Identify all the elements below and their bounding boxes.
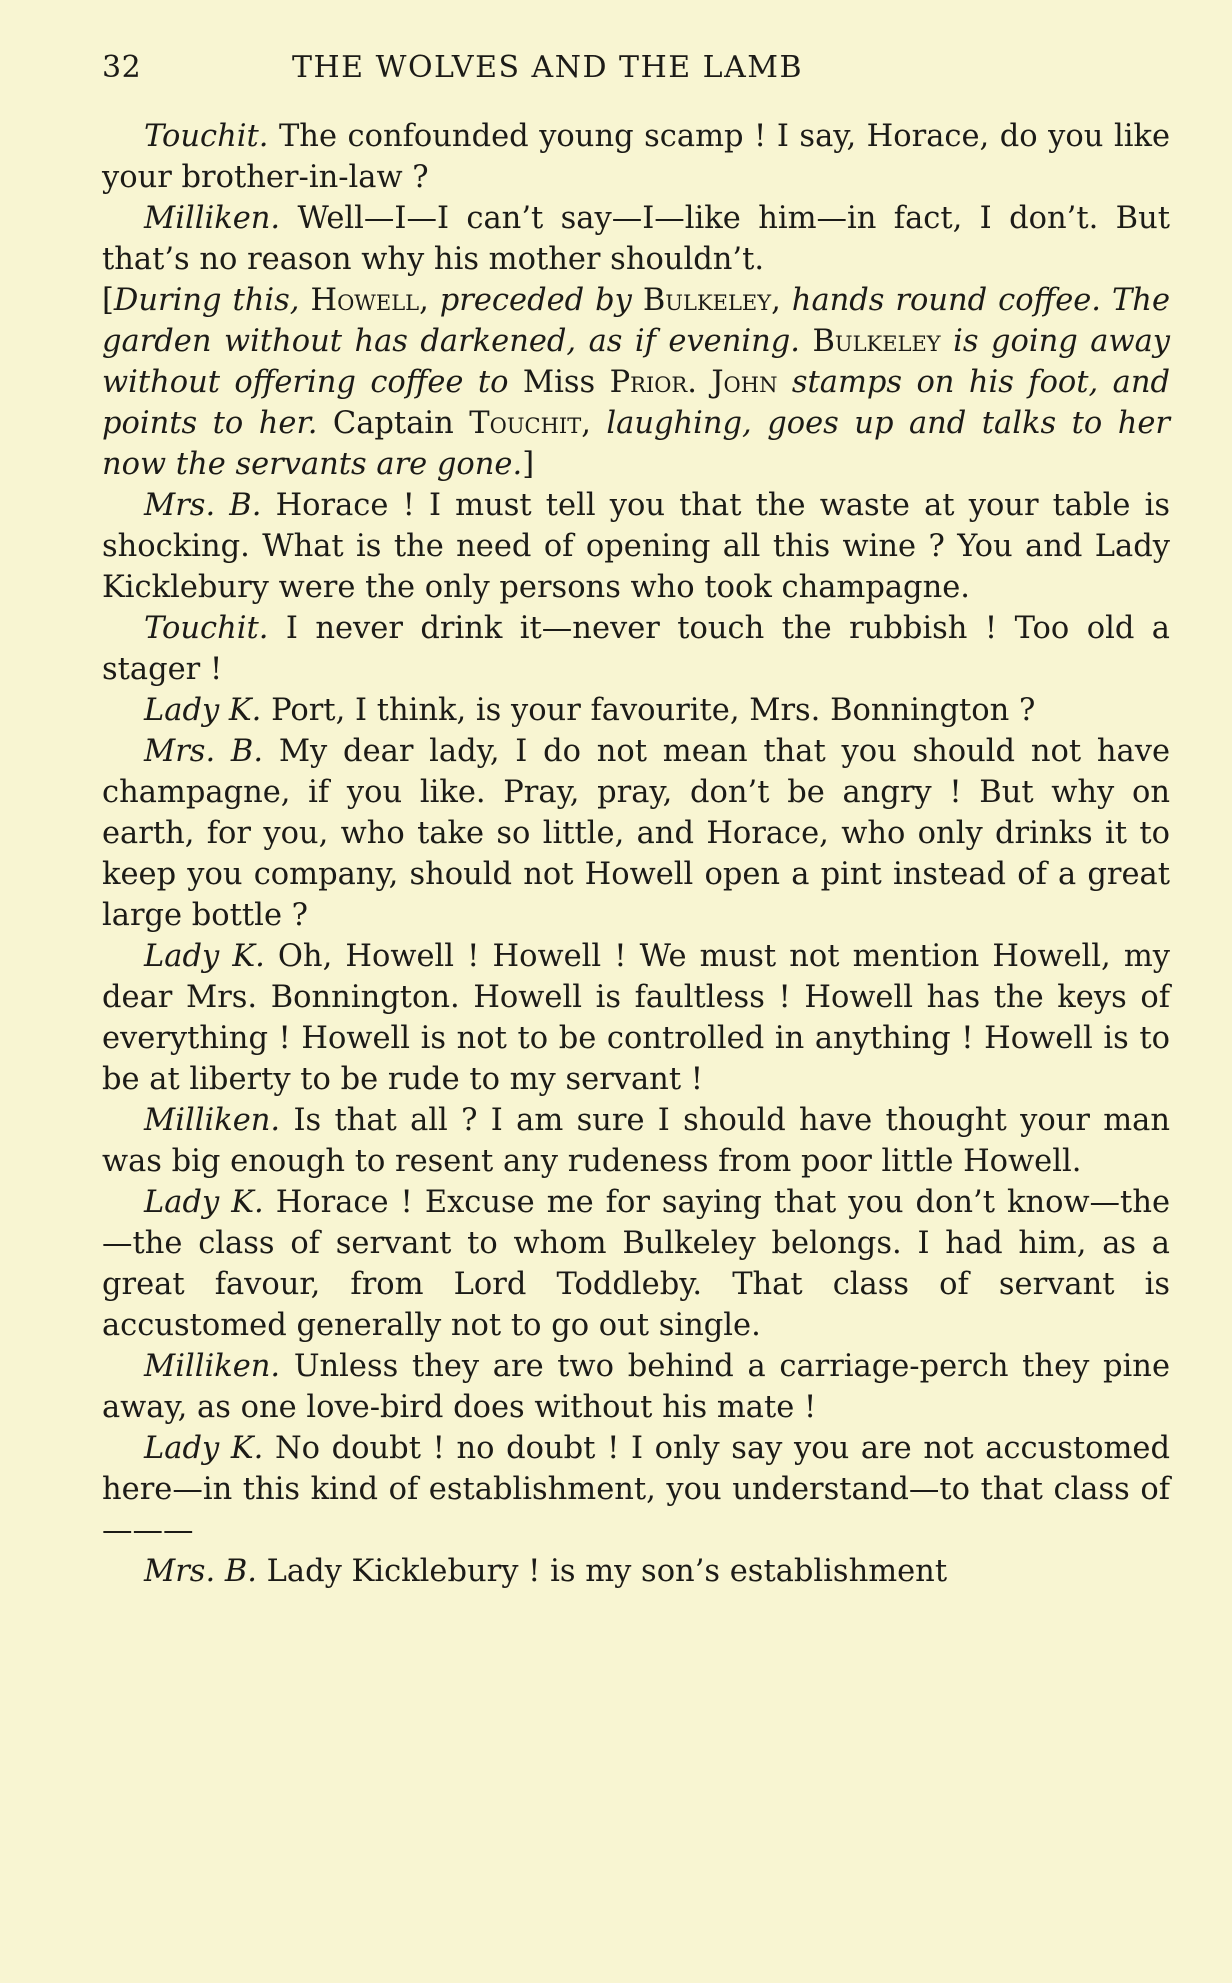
speaker-name: Lady K. (144, 693, 262, 728)
dialogue-paragraph (102, 690, 1170, 731)
stage-direction (102, 280, 1170, 485)
dialogue-paragraph (102, 485, 1170, 608)
stage-bracket-close: ] (522, 447, 535, 482)
dialogue-paragraph (102, 1551, 1170, 1592)
dialogue-text: My dear lady, I do not mean that you should not have champagne, if you like. Pray, pray, don’t be angry ! But why on earth, for you, who take so little, and Horace, who only drinks it to keep you company, should not Howell open a pint instead of a great large bottle ? (102, 734, 1170, 933)
speaker-name: Milliken. (144, 1103, 281, 1138)
character-name: Prior. (609, 365, 697, 400)
title-word: Miss (522, 365, 596, 400)
dialogue-text: Unless they are two behind a carriage-perch they pine away, as one love-bird does without his mate ! (102, 1349, 1170, 1425)
title-word: Captain (332, 406, 454, 441)
dialogue-paragraph (102, 608, 1170, 690)
book-page (102, 50, 1170, 1592)
dialogue-paragraph (102, 1428, 1170, 1551)
stage-text: hands round coffee. The garden without has darkened, as if evening. (102, 283, 1171, 359)
dialogue-text: Lady Kicklebury ! is my son’s establishment (266, 1554, 948, 1589)
page-number: 32 (102, 50, 142, 85)
dialogue-text: I never drink it—never touch the rubbish ! Too old a stager ! (102, 611, 1170, 687)
stage-text: stamps on his foot, and points to her. (102, 365, 1170, 441)
stage-bracket-open: [ (102, 283, 114, 318)
dialogue-paragraph (102, 731, 1170, 936)
speaker-name: Mrs. B. (144, 734, 264, 769)
running-title: THE WOLVES AND THE LAMB (292, 50, 804, 85)
dialogue-paragraph (102, 198, 1170, 280)
dialogue-paragraph (102, 1346, 1170, 1428)
stage-text: laughing, goes up and talks to her now the servants are gone. (102, 406, 1170, 482)
speaker-name: Touchit. (144, 611, 269, 646)
character-name: Bulkeley, (642, 283, 781, 318)
dialogue-paragraph (102, 116, 1170, 198)
dialogue-text: Well—I—I can’t say—I—like him—in fact, I don’t. But that’s no reason why his mother shouldn’t. (102, 201, 1170, 277)
character-name: Bulkeley (812, 324, 941, 359)
speaker-name: Lady K. (144, 939, 265, 974)
speaker-name: Mrs. B. (144, 488, 262, 523)
speaker-name: Mrs. B. (144, 1554, 257, 1589)
speaker-name: Lady K. (144, 1185, 264, 1220)
dialogue-text: Oh, Howell ! Howell ! We must not mention Howell, my dear Mrs. Bonnington. Howell is faultless ! Howell has the keys of everything ! Howell is not to be controlled in anything ! Howell is to be at liberty to be rude to my servant ! (102, 939, 1170, 1097)
speaker-name: Milliken. (144, 1349, 281, 1384)
dialogue-text: The confounded young scamp ! I say, Horace, do you like your brother-in-law ? (102, 119, 1171, 195)
stage-text: is going away without offering coffee to (102, 324, 1170, 400)
speaker-name: Touchit. (144, 119, 269, 154)
dialogue-text: Horace ! I must tell you that the waste at your table is shocking. What is the need of opening all this wine ? You and Lady Kicklebury were the only persons who took champagne. (102, 488, 1171, 605)
dialogue-paragraph (102, 936, 1170, 1100)
page-body (102, 116, 1170, 1592)
dialogue-text: Is that all ? I am sure I should have thought your man was big enough to resent any rudeness from poor little Howell. (102, 1103, 1171, 1179)
stage-text: During this, (113, 283, 300, 318)
dialogue-text: Port, I think, is your favourite, Mrs. Bonnington ? (271, 693, 1036, 728)
character-name: John (711, 365, 778, 400)
character-name: Howell, (310, 283, 429, 318)
dialogue-paragraph (102, 1100, 1170, 1182)
character-name: Touchit, (469, 406, 591, 441)
page-header (102, 50, 1170, 94)
dialogue-text: No doubt ! no doubt ! I only say you are not accustomed here—in this kind of establishment, you understand—to that class of——— (102, 1431, 1170, 1548)
speaker-name: Milliken. (144, 201, 281, 236)
dialogue-text: Horace ! Excuse me for saying that you don’t know—the—the class of servant to whom Bulkeley belongs. I had him, as a great favour, from Lord Toddleby. That class of servant is accustomed generally not to go out single. (102, 1185, 1171, 1343)
speaker-name: Lady K. (144, 1431, 264, 1466)
dialogue-paragraph (102, 1182, 1170, 1346)
stage-text: preceded by (439, 283, 632, 318)
